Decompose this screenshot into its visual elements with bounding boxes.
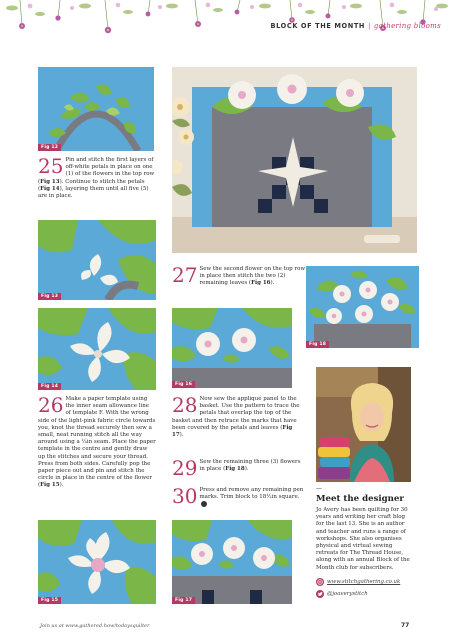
- photo-fig-17: [172, 520, 292, 604]
- photo-fig-15: [38, 520, 156, 604]
- designer-divider: —: [316, 485, 322, 492]
- figure-label: Fig 18: [306, 341, 329, 348]
- page-number: 77: [401, 622, 410, 629]
- step-26: 26 Make a paper template using the inner seam allowance line of template F. With the wrong side of the light-pink fabric circle towards you, knot the thread securely then sew a small, neat running stitch all the way around using a ¼in seam. Place the paper template in the centre and gently draw up the stitches and secure your thread. Press from both sides. Carefully pop the paper piece out and pin and stitch the circle in place in the centre of the flower (Fig 15).: [38, 393, 156, 489]
- step-27: 27 Sew the second flower on the top row in place then stitch the two (2) remaining leaves (Fig 16).: [172, 263, 306, 287]
- designer-portrait: [316, 367, 411, 482]
- end-mark-icon: [201, 501, 207, 507]
- floral-header-banner: [0, 0, 453, 40]
- twitter-icon: [316, 590, 324, 598]
- footer-promo: Join us at www.gathered.how/todaysquilter: [40, 623, 150, 629]
- photo-fig-18: [306, 266, 419, 348]
- photo-finished-block: [172, 67, 417, 253]
- step-30: 30 Press and remove any remaining pen marks. Trim block to 18½in square.: [172, 484, 304, 508]
- photo-fig-16: [172, 308, 292, 388]
- figure-label: Fig 16: [172, 381, 195, 388]
- step-25: 25 Pin and stitch the first layers of off-white petals in place on one (1) of the flowers in the top row (Fig 13). Continue to stitch the petals (Fig 14), layering them until all five (5) are in place.: [38, 154, 155, 200]
- photo-fig-14: [38, 308, 156, 390]
- photo-fig-12: [38, 67, 154, 151]
- step-number: 27: [172, 263, 198, 287]
- social-handle[interactable]: @joaverystitch: [327, 591, 368, 597]
- designer-heading: Meet the designer: [316, 494, 404, 504]
- figure-label: Fig 13: [38, 293, 61, 300]
- figure-label: Fig 14: [38, 383, 61, 390]
- designer-bio: Jo Avery has been quilting for 30 years and writing her craft blog for the last 13. She is an author and teacher and runs a range of workshops. She also organises physical and virtual sewing retreats for The Thread House, along with an annual Block of the Month club for subscribers.: [316, 507, 410, 571]
- globe-icon: [316, 578, 324, 586]
- step-number: 29: [172, 456, 198, 480]
- step-number: 28: [172, 393, 198, 417]
- figure-label: Fig 15: [38, 597, 61, 604]
- floral-header-illustration: [0, 0, 453, 40]
- step-number: 25: [38, 154, 64, 178]
- photo-fig-13: [38, 220, 156, 300]
- website-link[interactable]: www.stitchgathering.co.uk: [327, 579, 401, 585]
- step-28: 28 Now sew the appliqué panel to the basket. Use the pattern to trace the petals that overlap the top of the basket and then retrace the marks that have been covered by the petals and leaves (Fig 17).: [172, 393, 300, 439]
- step-number: 26: [38, 393, 64, 417]
- figure-label: Fig 12: [38, 144, 61, 151]
- series-title: gathering blooms: [373, 22, 441, 30]
- header-separator: |: [368, 22, 371, 30]
- step-29: 29 Sew the remaining three (3) flowers in place (Fig 18).: [172, 456, 301, 480]
- designer-website[interactable]: [316, 578, 400, 586]
- figure-label: Fig 17: [172, 597, 195, 604]
- step-number: 30: [172, 484, 198, 508]
- designer-social[interactable]: [316, 590, 368, 598]
- section-header: [270, 22, 441, 30]
- section-title: BLOCK OF THE MONTH: [270, 22, 366, 30]
